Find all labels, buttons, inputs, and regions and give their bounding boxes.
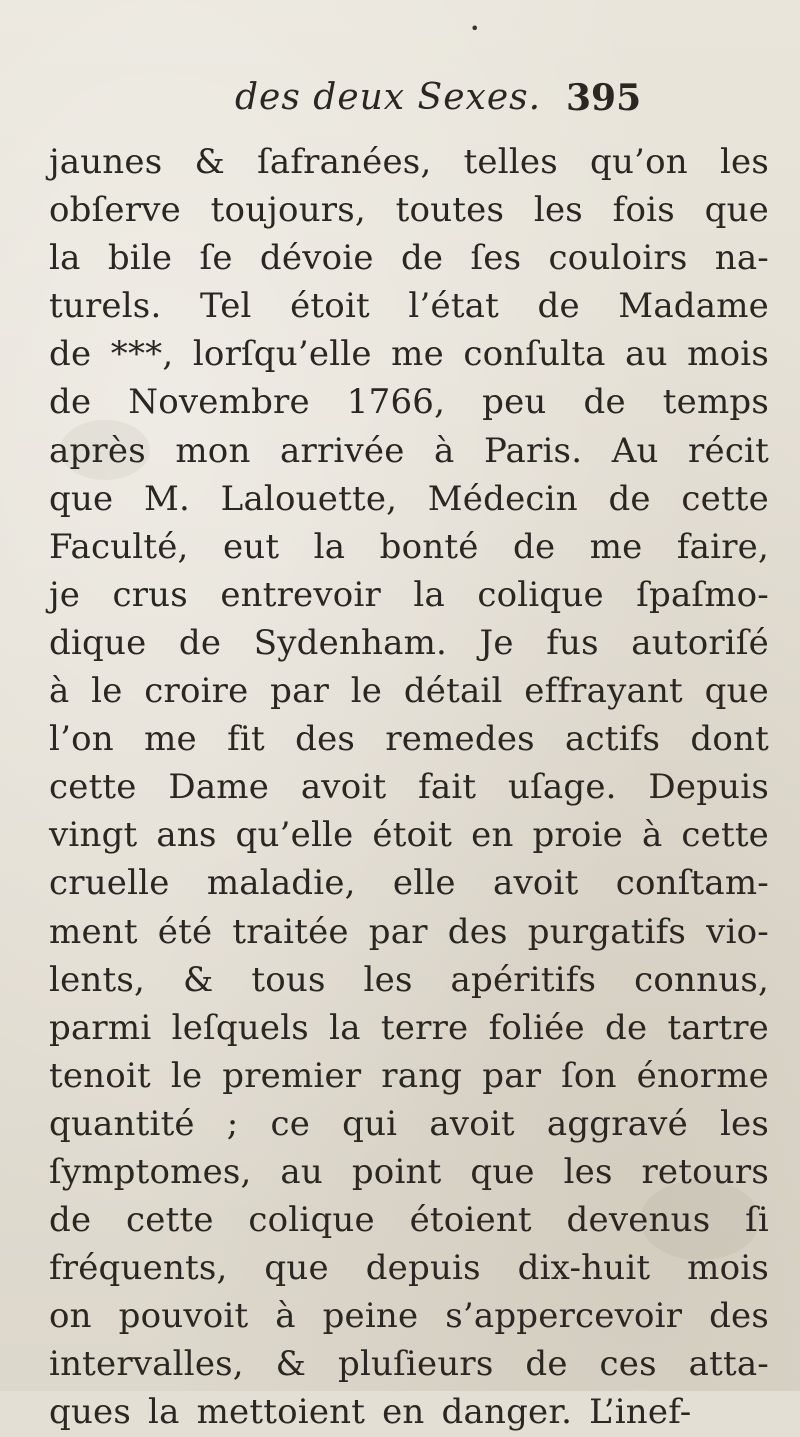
text-line: Faculté, eut la bonté de me faire, xyxy=(49,526,769,567)
text-line: tenoit le premier rang par ſon énorme xyxy=(49,1055,769,1096)
text-line: on pouvoit à peine s’appercevoir des xyxy=(49,1296,769,1337)
text-line: je crus entrevoir la colique ſpaſmo- xyxy=(49,574,769,615)
text-line: fréquents, que depuis dix-huit mois xyxy=(49,1248,769,1289)
text-line: cruelle maladie, elle avoit conſtam- xyxy=(49,863,769,904)
page-number: 395 xyxy=(566,77,642,119)
text-line: de Novembre 1766, peu de temps xyxy=(49,382,769,423)
text-line: lents, & tous les apéritifs connus, xyxy=(49,959,769,1000)
text-line: cette Dame avoit fait uſage. Depuis xyxy=(49,767,769,808)
body-text xyxy=(49,138,769,1437)
text-line: turels. Tel étoit l’état de Madame xyxy=(49,286,769,327)
text-line: obſerve toujours, toutes les fois que xyxy=(49,190,769,231)
text-line: l’on me fit des remedes actifs dont xyxy=(49,719,769,760)
text-line: ſymptomes, au point que les retours xyxy=(49,1151,769,1192)
text-line: à le croire par le détail effrayant que xyxy=(49,671,769,712)
text-line: vingt ans qu’elle étoit en proie à cette xyxy=(49,815,769,856)
running-title: des deux Sexes. xyxy=(235,77,542,118)
ink-speck: • xyxy=(470,19,480,38)
text-line: dique de Sydenham. Je fus autoriſé xyxy=(49,622,769,663)
text-line: ques la mettoient en danger. L’inef- xyxy=(49,1392,692,1433)
text-line: que M. Lalouette, Médecin de cette xyxy=(49,478,769,519)
text-line: intervalles, & pluſieurs de ces atta- xyxy=(49,1344,769,1385)
text-line: de ***, lorſqu’elle me conſulta au mois xyxy=(49,334,769,375)
text-line: jaunes & ſafranées, telles qu’on les xyxy=(49,142,769,182)
text-line: après mon arrivée à Paris. Au récit xyxy=(49,430,769,471)
text-line: quantité ; ce qui avoit aggravé les xyxy=(49,1103,769,1144)
text-line: parmi leſquels la terre foliée de tartre xyxy=(49,1007,769,1048)
text-line: de cette colique étoient devenus ſi xyxy=(49,1200,769,1241)
text-line: ment été traitée par des purgatifs vio- xyxy=(49,911,769,952)
text-line: la bile ſe dévoie de ſes couloirs na- xyxy=(49,238,769,279)
